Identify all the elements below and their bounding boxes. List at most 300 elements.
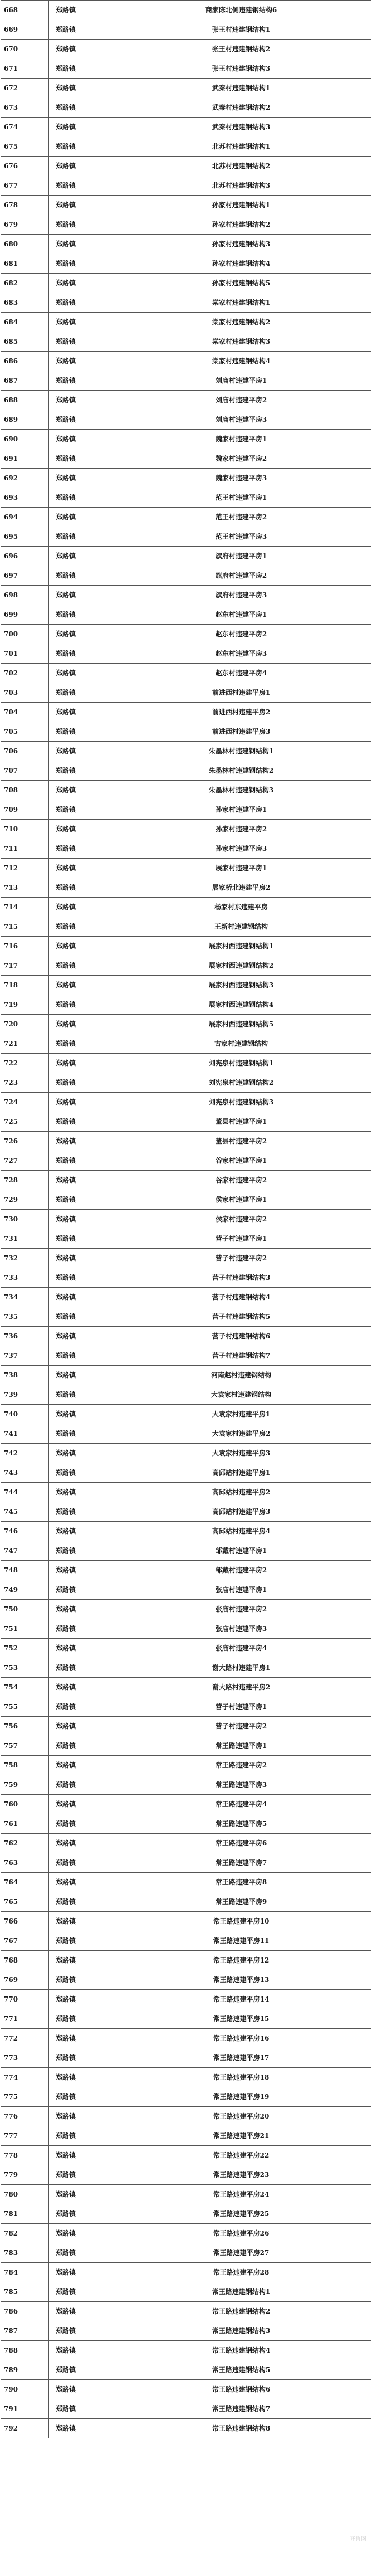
table-row (1, 254, 371, 274)
table-row (1, 995, 371, 1015)
row-structure: 侯家村违建平房1 (111, 1190, 371, 1210)
row-town: 郑路镇 (49, 254, 111, 274)
row-structure: 刘宪泉村违建钢结构1 (111, 1054, 371, 1073)
table-row (1, 20, 371, 40)
table-row (1, 1171, 371, 1190)
row-structure: 常王路违建平房17 (111, 2048, 371, 2068)
row-number: 759 (1, 1775, 49, 1795)
row-number: 773 (1, 2048, 49, 2068)
row-number: 746 (1, 1522, 49, 1541)
row-town: 郑路镇 (49, 1639, 111, 1658)
row-town: 郑路镇 (49, 742, 111, 761)
table-row (1, 371, 371, 391)
row-structure: 大袁家村违建平房2 (111, 1424, 371, 1444)
table-row (1, 1483, 371, 1502)
row-number: 755 (1, 1697, 49, 1717)
row-number: 726 (1, 1132, 49, 1151)
row-structure: 张庙村违建平房1 (111, 1580, 371, 1600)
table-row (1, 313, 371, 332)
row-town: 郑路镇 (49, 391, 111, 410)
table-row (1, 2224, 371, 2243)
row-town: 郑路镇 (49, 1366, 111, 1385)
row-town: 郑路镇 (49, 1658, 111, 1678)
table-row (1, 196, 371, 215)
row-number: 748 (1, 1561, 49, 1580)
row-town: 郑路镇 (49, 176, 111, 196)
table-row (1, 391, 371, 410)
row-town: 郑路镇 (49, 1931, 111, 1951)
row-number: 715 (1, 917, 49, 937)
row-town: 郑路镇 (49, 1970, 111, 1990)
table-row (1, 2009, 371, 2029)
row-number: 786 (1, 2302, 49, 2321)
row-town: 郑路镇 (49, 664, 111, 683)
row-structure: 武秦村违建钢结构2 (111, 98, 371, 118)
row-town: 郑路镇 (49, 1619, 111, 1639)
row-number: 723 (1, 1073, 49, 1093)
table-row (1, 1151, 371, 1171)
table-row (1, 1229, 371, 1249)
table-row (1, 332, 371, 352)
table-row (1, 2360, 371, 2380)
row-number: 762 (1, 1834, 49, 1853)
row-number: 713 (1, 878, 49, 898)
table-row (1, 1814, 371, 1834)
row-town: 郑路镇 (49, 1249, 111, 1268)
row-number: 756 (1, 1717, 49, 1736)
row-structure: 展家村西违建钢结构1 (111, 937, 371, 956)
table-row (1, 898, 371, 917)
table-row (1, 859, 371, 878)
table-row (1, 2068, 371, 2087)
table-row (1, 274, 371, 293)
row-structure: 范王村违建平房3 (111, 527, 371, 547)
row-town: 郑路镇 (49, 976, 111, 995)
table-row (1, 1132, 371, 1151)
row-number: 725 (1, 1112, 49, 1132)
table-row (1, 449, 371, 469)
row-structure: 朱墨林村违建钢结构2 (111, 761, 371, 781)
row-town: 郑路镇 (49, 98, 111, 118)
row-number: 750 (1, 1600, 49, 1619)
row-structure: 旗府村违建平房2 (111, 566, 371, 586)
table-row (1, 1424, 371, 1444)
table-row (1, 1756, 371, 1775)
table-row (1, 2048, 371, 2068)
row-town: 郑路镇 (49, 820, 111, 839)
row-town: 郑路镇 (49, 430, 111, 449)
row-town: 郑路镇 (49, 488, 111, 508)
row-number: 670 (1, 40, 49, 59)
row-town: 郑路镇 (49, 1151, 111, 1171)
table-row (1, 1346, 371, 1366)
row-number: 775 (1, 2087, 49, 2107)
row-number: 777 (1, 2126, 49, 2146)
table-row (1, 937, 371, 956)
row-structure: 孙家村违建平房1 (111, 800, 371, 820)
table-row (1, 800, 371, 820)
row-structure: 常王路违建平房24 (111, 2185, 371, 2204)
row-number: 747 (1, 1541, 49, 1561)
row-structure: 孙家村违建钢结构3 (111, 235, 371, 254)
row-number: 742 (1, 1444, 49, 1463)
row-structure: 孙家村违建钢结构4 (111, 254, 371, 274)
table-row (1, 1073, 371, 1093)
table-row (1, 547, 371, 566)
row-number: 736 (1, 1327, 49, 1346)
row-town: 郑路镇 (49, 1210, 111, 1229)
row-structure: 展家村西违建钢结构5 (111, 1015, 371, 1034)
row-structure: 常王路违建平房19 (111, 2087, 371, 2107)
row-structure: 张庙村违建平房4 (111, 1639, 371, 1658)
row-structure: 棠家村违建钢结构1 (111, 293, 371, 313)
row-number: 669 (1, 20, 49, 40)
row-town: 郑路镇 (49, 2302, 111, 2321)
row-number: 693 (1, 488, 49, 508)
row-number: 694 (1, 508, 49, 527)
row-number: 764 (1, 1873, 49, 1892)
table-row (1, 1405, 371, 1424)
row-structure: 孙家村违建钢结构1 (111, 196, 371, 215)
table-row (1, 878, 371, 898)
row-structure: 张庙村违建平房2 (111, 1600, 371, 1619)
row-structure: 常王路违建平房9 (111, 1892, 371, 1912)
table-row (1, 1795, 371, 1814)
row-town: 郑路镇 (49, 547, 111, 566)
row-town: 郑路镇 (49, 1093, 111, 1112)
row-number: 685 (1, 332, 49, 352)
row-structure: 常王路违建平房7 (111, 1853, 371, 1873)
row-number: 739 (1, 1385, 49, 1405)
row-town: 郑路镇 (49, 196, 111, 215)
row-number: 788 (1, 2341, 49, 2360)
row-structure: 王新村违建钢结构 (111, 917, 371, 937)
row-structure: 常王路违建平房5 (111, 1814, 371, 1834)
table-row (1, 2282, 371, 2302)
table-row (1, 1093, 371, 1112)
table-row (1, 1600, 371, 1619)
table-row (1, 2263, 371, 2282)
row-number: 721 (1, 1034, 49, 1054)
table-row (1, 1522, 371, 1541)
row-number: 758 (1, 1756, 49, 1775)
row-number: 703 (1, 683, 49, 703)
row-structure: 常王路违建平房3 (111, 1775, 371, 1795)
table-row (1, 2087, 371, 2107)
row-structure: 展家村违建平房1 (111, 859, 371, 878)
table-row (1, 781, 371, 800)
row-structure: 高邱站村违建平房3 (111, 1502, 371, 1522)
table-row (1, 722, 371, 742)
row-number: 752 (1, 1639, 49, 1658)
table-row (1, 410, 371, 430)
row-town: 郑路镇 (49, 1444, 111, 1463)
table-row (1, 40, 371, 59)
row-town: 郑路镇 (49, 605, 111, 625)
row-town: 郑路镇 (49, 1892, 111, 1912)
row-town: 郑路镇 (49, 878, 111, 898)
table-row (1, 157, 371, 176)
row-town: 郑路镇 (49, 2165, 111, 2185)
row-number: 751 (1, 1619, 49, 1639)
row-structure: 常王路违建钢结构1 (111, 2282, 371, 2302)
row-number: 722 (1, 1054, 49, 1073)
row-structure: 魏家村违建平房3 (111, 469, 371, 488)
row-town: 郑路镇 (49, 2399, 111, 2419)
row-structure: 营子村违建钢结构3 (111, 1268, 371, 1288)
row-structure: 营子村违建平房1 (111, 1229, 371, 1249)
row-town: 郑路镇 (49, 293, 111, 313)
row-structure: 刘宪泉村违建钢结构2 (111, 1073, 371, 1093)
row-number: 749 (1, 1580, 49, 1600)
table-row (1, 137, 371, 157)
row-town: 郑路镇 (49, 2126, 111, 2146)
row-structure: 常王路违建平房26 (111, 2224, 371, 2243)
row-town: 郑路镇 (49, 2146, 111, 2165)
row-number: 680 (1, 235, 49, 254)
row-structure: 武秦村违建钢结构3 (111, 118, 371, 137)
row-town: 郑路镇 (49, 79, 111, 98)
table-row (1, 2185, 371, 2204)
row-structure: 棠家村违建钢结构3 (111, 332, 371, 352)
row-structure: 古家村违建钢结构 (111, 1034, 371, 1054)
row-structure: 常王路违建平房6 (111, 1834, 371, 1853)
row-structure: 张庙村违建平房3 (111, 1619, 371, 1639)
row-number: 712 (1, 859, 49, 878)
row-town: 郑路镇 (49, 1229, 111, 1249)
row-town: 郑路镇 (49, 683, 111, 703)
row-number: 730 (1, 1210, 49, 1229)
table-row (1, 956, 371, 976)
row-town: 郑路镇 (49, 1483, 111, 1502)
row-number: 781 (1, 2204, 49, 2224)
row-town: 郑路镇 (49, 449, 111, 469)
row-town: 郑路镇 (49, 1736, 111, 1756)
row-structure: 张王村违建钢结构3 (111, 59, 371, 79)
row-structure: 前进西村违建平房1 (111, 683, 371, 703)
row-structure: 魏家村违建平房1 (111, 430, 371, 449)
row-structure: 常王路违建平房10 (111, 1912, 371, 1931)
row-number: 776 (1, 2107, 49, 2126)
row-structure: 邹戴村违建平房1 (111, 1541, 371, 1561)
row-number: 778 (1, 2146, 49, 2165)
row-number: 691 (1, 449, 49, 469)
row-town: 郑路镇 (49, 2048, 111, 2068)
row-structure: 常王路违建钢结构8 (111, 2419, 371, 2438)
row-number: 718 (1, 976, 49, 995)
row-town: 郑路镇 (49, 2224, 111, 2243)
row-town: 郑路镇 (49, 1385, 111, 1405)
table-row (1, 976, 371, 995)
row-structure: 营子村违建钢结构4 (111, 1288, 371, 1307)
row-number: 705 (1, 722, 49, 742)
row-structure: 常王路违建平房23 (111, 2165, 371, 2185)
table-row (1, 79, 371, 98)
row-number: 720 (1, 1015, 49, 1034)
table-row (1, 1112, 371, 1132)
row-number: 760 (1, 1795, 49, 1814)
row-town: 郑路镇 (49, 410, 111, 430)
row-structure: 赵东村违建平房3 (111, 644, 371, 664)
table-row (1, 508, 371, 527)
table-row (1, 1366, 371, 1385)
table-row (1, 917, 371, 937)
table-row (1, 1190, 371, 1210)
table-row (1, 1678, 371, 1697)
row-structure: 邹戴村违建平房2 (111, 1561, 371, 1580)
row-town: 郑路镇 (49, 2282, 111, 2302)
row-structure: 孙家村违建钢结构2 (111, 215, 371, 235)
row-town: 郑路镇 (49, 2263, 111, 2282)
table-row (1, 1931, 371, 1951)
table-row (1, 742, 371, 761)
row-number: 761 (1, 1814, 49, 1834)
row-number: 672 (1, 79, 49, 98)
row-number: 729 (1, 1190, 49, 1210)
row-number: 745 (1, 1502, 49, 1522)
table-row (1, 2165, 371, 2185)
row-town: 郑路镇 (49, 2029, 111, 2048)
row-structure: 常王路违建平房14 (111, 1990, 371, 2009)
table-row (1, 293, 371, 313)
row-town: 郑路镇 (49, 1795, 111, 1814)
row-structure: 北苏村违建钢结构1 (111, 137, 371, 157)
row-town: 郑路镇 (49, 332, 111, 352)
table-row (1, 1912, 371, 1931)
row-town: 郑路镇 (49, 1717, 111, 1736)
row-town: 郑路镇 (49, 1834, 111, 1853)
table-row (1, 703, 371, 722)
row-number: 770 (1, 1990, 49, 2009)
row-town: 郑路镇 (49, 1678, 111, 1697)
row-structure: 棠家村违建钢结构4 (111, 352, 371, 371)
row-number: 753 (1, 1658, 49, 1678)
row-number: 738 (1, 1366, 49, 1385)
row-structure: 范王村违建平房2 (111, 508, 371, 527)
row-structure: 孙家村违建平房2 (111, 820, 371, 839)
row-number: 714 (1, 898, 49, 917)
row-town: 郑路镇 (49, 1814, 111, 1834)
table-row (1, 1619, 371, 1639)
row-town: 郑路镇 (49, 937, 111, 956)
row-number: 704 (1, 703, 49, 722)
row-town: 郑路镇 (49, 1502, 111, 1522)
row-structure: 张王村违建钢结构1 (111, 20, 371, 40)
row-structure: 旗府村违建平房3 (111, 586, 371, 605)
table-row (1, 644, 371, 664)
row-number: 741 (1, 1424, 49, 1444)
row-town: 郑路镇 (49, 1522, 111, 1541)
row-structure: 河南赵村违建钢结构 (111, 1366, 371, 1385)
table-row (1, 586, 371, 605)
row-number: 740 (1, 1405, 49, 1424)
row-number: 724 (1, 1093, 49, 1112)
table-row (1, 1444, 371, 1463)
row-number: 686 (1, 352, 49, 371)
row-structure: 赵东村违建平房1 (111, 605, 371, 625)
row-number: 710 (1, 820, 49, 839)
row-number: 766 (1, 1912, 49, 1931)
row-structure: 武秦村违建钢结构1 (111, 79, 371, 98)
table-row (1, 488, 371, 508)
row-structure: 营子村违建钢结构6 (111, 1327, 371, 1346)
row-structure: 棠家村违建钢结构2 (111, 313, 371, 332)
row-town: 郑路镇 (49, 469, 111, 488)
table-row (1, 2341, 371, 2360)
row-structure: 朱墨林村违建钢结构1 (111, 742, 371, 761)
row-number: 728 (1, 1171, 49, 1190)
row-number: 696 (1, 547, 49, 566)
row-town: 郑路镇 (49, 586, 111, 605)
row-structure: 刘庙村违建平房3 (111, 410, 371, 430)
row-structure: 刘庙村违建平房2 (111, 391, 371, 410)
row-structure: 常王路违建钢结构4 (111, 2341, 371, 2360)
table-row (1, 235, 371, 254)
row-town: 郑路镇 (49, 566, 111, 586)
row-number: 733 (1, 1268, 49, 1288)
table-row (1, 1327, 371, 1346)
table-row (1, 215, 371, 235)
table-row (1, 820, 371, 839)
row-town: 郑路镇 (49, 1463, 111, 1483)
row-structure: 董县村违建平房1 (111, 1112, 371, 1132)
row-town: 郑路镇 (49, 1054, 111, 1073)
table-row (1, 469, 371, 488)
row-town: 郑路镇 (49, 2380, 111, 2399)
row-structure: 营子村违建钢结构7 (111, 1346, 371, 1366)
row-town: 郑路镇 (49, 40, 111, 59)
row-structure: 常王路违建钢结构2 (111, 2302, 371, 2321)
row-structure: 张王村违建钢结构2 (111, 40, 371, 59)
row-structure: 高邱站村违建平房2 (111, 1483, 371, 1502)
row-town: 郑路镇 (49, 859, 111, 878)
row-structure: 前进西村违建平房2 (111, 703, 371, 722)
row-town: 郑路镇 (49, 1190, 111, 1210)
row-structure: 谷家村违建平房2 (111, 1171, 371, 1190)
row-number: 699 (1, 605, 49, 625)
row-number: 671 (1, 59, 49, 79)
row-structure: 展家桥北违建平房2 (111, 878, 371, 898)
row-number: 683 (1, 293, 49, 313)
row-number: 692 (1, 469, 49, 488)
row-structure: 商家陈北侧违建钢结构6 (111, 1, 371, 20)
table-row (1, 2204, 371, 2224)
row-structure: 赵东村违建平房4 (111, 664, 371, 683)
structures-table (1, 0, 371, 2438)
row-structure: 孙家村违建钢结构5 (111, 274, 371, 293)
row-structure: 北苏村违建钢结构2 (111, 157, 371, 176)
row-town: 郑路镇 (49, 2107, 111, 2126)
row-number: 780 (1, 2185, 49, 2204)
row-town: 郑路镇 (49, 1853, 111, 1873)
row-number: 771 (1, 2009, 49, 2029)
table-row (1, 2146, 371, 2165)
row-structure: 刘庙村违建平房1 (111, 371, 371, 391)
row-structure: 常王路违建平房25 (111, 2204, 371, 2224)
row-number: 677 (1, 176, 49, 196)
table-row (1, 664, 371, 683)
row-structure: 大袁家村违建平房3 (111, 1444, 371, 1463)
row-structure: 常王路违建平房1 (111, 1736, 371, 1756)
row-number: 767 (1, 1931, 49, 1951)
table-row (1, 1249, 371, 1268)
table-row (1, 1892, 371, 1912)
row-number: 785 (1, 2282, 49, 2302)
row-structure: 常王路违建平房27 (111, 2243, 371, 2263)
table-row (1, 59, 371, 79)
row-structure: 范王村违建平房1 (111, 488, 371, 508)
row-town: 郑路镇 (49, 644, 111, 664)
